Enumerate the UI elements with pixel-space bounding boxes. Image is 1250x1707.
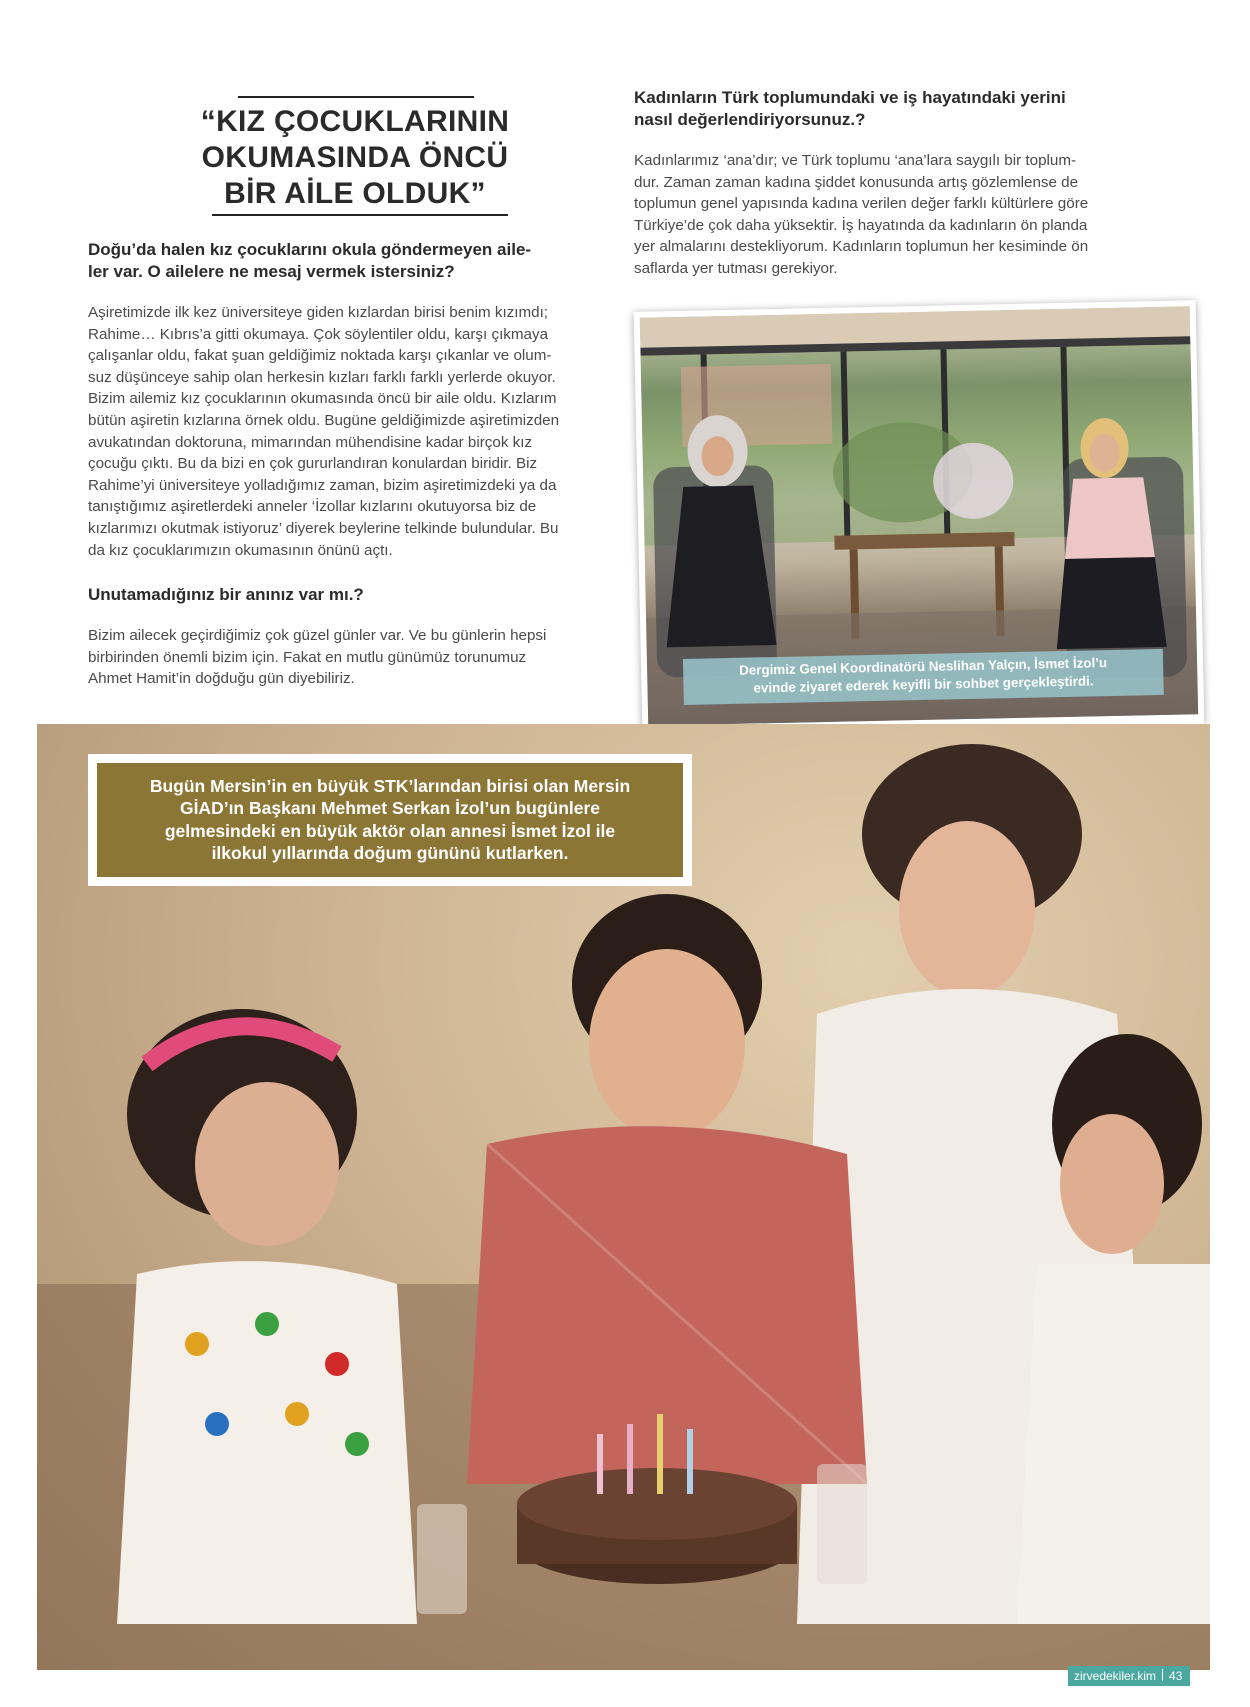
answer-3-line: Türkiye’de çok daha yüksektir. İş hayatında da kadınların ön planda xyxy=(634,216,1088,234)
answer-3-line: Kadınlarımız ‘ana’dır; ve Türk toplumu ‘ana’lara saygılı bir toplum- xyxy=(634,152,1077,169)
answer-1 xyxy=(88,302,628,561)
question-1 xyxy=(88,239,628,283)
title-line-3: BİR AİLE OLDUK” xyxy=(224,177,486,210)
answer-1-line: tanıştığımız aşiretlerdeki anneler ‘İzollar kızlarını okutuyorsa biz de xyxy=(88,498,537,516)
answer-1-line: çocuğu çıktı. Bu da bizi en çok gururlandıran konulardan biridir. Biz xyxy=(88,455,538,473)
question-2-line: Unutamadığınız bir anınız var mı.? xyxy=(88,585,364,604)
birthday-caption-line: ilkokul yıllarında doğum gününü kutlarken. xyxy=(211,843,569,864)
question-1-line: Doğu’da halen kız çocuklarını okula göndermeyen aile- xyxy=(88,240,532,259)
answer-3-line: toplumun genel yapısında kadına verilen değer farklı kültürlere göre xyxy=(634,195,1089,213)
title-line-2: OKUMASINDA ÖNCÜ xyxy=(201,141,509,174)
answer-1-line: Aşiretimizde ilk kez üniversiteye giden kızlardan birisi benim kızımdı; xyxy=(88,304,549,321)
birthday-photo-caption xyxy=(97,763,683,877)
answer-1-line: kızlarımızı okutmak istiyoruz’ diyerek beylerine telkinde bulundular. Bu xyxy=(88,519,559,537)
answer-1-line: Rahime… Kıbrıs’a gitti okumaya. Çok söylentiler oldu, karşı çıkmaya xyxy=(88,325,549,343)
birthday-caption-line: Bugün Mersin’in en büyük STK’larından birisi olan Mersin xyxy=(149,776,631,796)
interview-caption-line: Dergimiz Genel Koordinatörü Neslihan Yalçın, İsmet İzol’u xyxy=(738,655,1108,678)
interview-photo-frame xyxy=(634,300,1205,736)
title-rule-bottom xyxy=(212,214,508,216)
answer-1-line: Rahime’yi üniversiteye yolladığımız zaman, bizim aşiretimizdeki ya da xyxy=(88,476,557,494)
question-3-line: nasıl değerlendiriyorsunuz.? xyxy=(634,110,866,129)
answer-2 xyxy=(88,625,628,690)
answer-3-line: dur. Zaman zaman kadına şiddet konusunda artış gözlemlense de xyxy=(634,173,1079,191)
page-title xyxy=(190,104,520,212)
answer-1-line: Bizim ailemiz kız çocuklarının okumasında öncü bir aile oldu. Kızlarım xyxy=(88,390,557,408)
birthday-caption-frame xyxy=(88,754,692,886)
interview-photo xyxy=(640,306,1198,725)
answer-3-line: yer almalarını destekliyorum. Kadınların toplumun her kesiminde ön xyxy=(634,238,1089,256)
answer-2-line: Ahmet Hamit’in doğduğu gün diyebiliriz. xyxy=(88,670,355,688)
answer-1-line: da kız çocuklarımızın okumasının önünü açtı. xyxy=(88,541,393,559)
answer-3-line: saflarda yer tutması gerekiyor. xyxy=(634,259,838,277)
answer-1-line: çalışanlar oldu, fakat şuan geldiğimiz noktada karşı çıkanlar ve olum- xyxy=(88,347,552,365)
answer-1-line: avukatından doktoruna, mimarından mühendisine kadar birçok kız xyxy=(88,433,533,451)
answer-3 xyxy=(634,150,1194,280)
question-1-line: ler var. O ailelere ne mesaj vermek istersiniz? xyxy=(88,262,455,281)
footer-separator xyxy=(1162,1669,1163,1681)
page-number: 43 xyxy=(1169,1669,1183,1683)
interview-caption-line: evinde ziyaret ederek keyifli bir sohbet gerçekleştirdi. xyxy=(753,673,1094,696)
question-2 xyxy=(88,584,628,606)
page-footer xyxy=(1068,1666,1190,1686)
birthday-caption-line: gelmesindeki en büyük aktör olan annesi İsmet İzol ile xyxy=(164,820,616,841)
answer-2-line: birbirinden önemli bizim için. Fakat en mutlu günümüz torunumuz xyxy=(88,648,527,666)
answer-1-line: bütün aşiretin kızlarına örnek oldu. Bugüne geldiğimizde aşiretimizden xyxy=(88,411,560,429)
question-3-line: Kadınların Türk toplumundaki ve iş hayatındaki yerini xyxy=(634,88,1066,107)
title-line-1: “KIZ ÇOCUKLARININ xyxy=(200,105,510,138)
title-rule-top xyxy=(238,96,474,98)
footer-site: zirvedekiler.kim xyxy=(1074,1669,1157,1683)
answer-2-line: Bizim ailecek geçirdiğimiz çok güzel günler var. Ve bu günlerin hepsi xyxy=(88,627,547,644)
answer-1-line: suz düşünceye sahip olan herkesin kızları farklı farklı yerlerde okuyor. xyxy=(88,368,556,386)
birthday-caption-line: GİAD’ın Başkanı Mehmet Serkan İzol’un bugünlere xyxy=(179,798,601,819)
question-3 xyxy=(634,87,1194,131)
